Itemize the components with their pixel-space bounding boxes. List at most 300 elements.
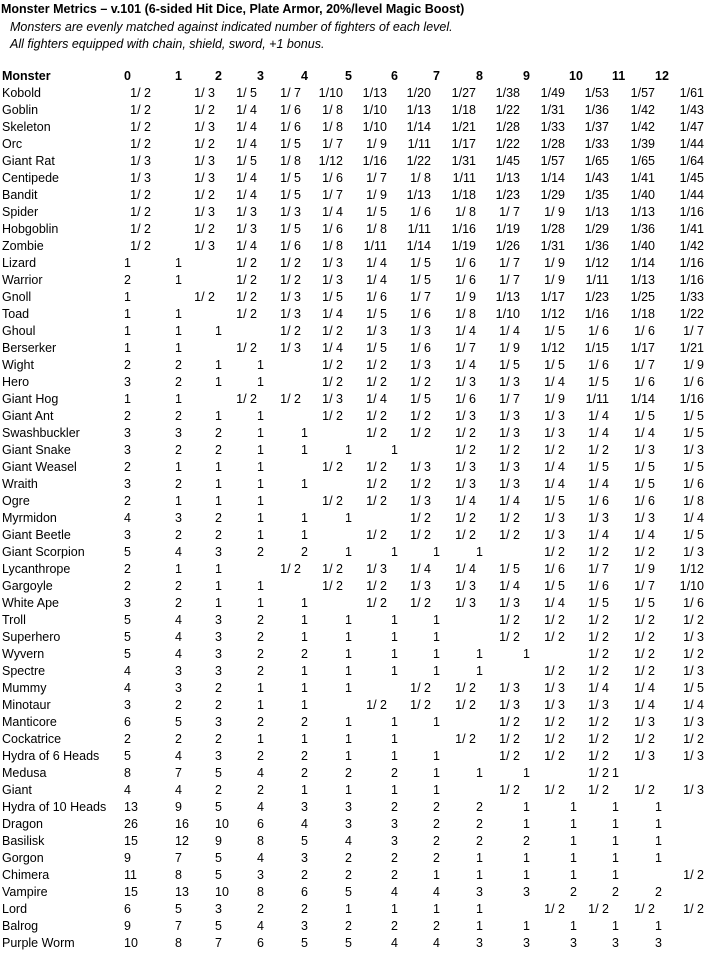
matchup-cell: [610, 612, 655, 629]
matchup-cell: [257, 306, 301, 323]
matchup-cell: [565, 850, 610, 867]
subtitle-line-1: Monsters are evenly matched against indicated number of fighters of each level.: [10, 20, 453, 34]
matchup-cell: [215, 204, 257, 221]
matchup-cell: [343, 187, 387, 204]
matchup-value: 1/ 5: [280, 137, 301, 151]
header-label: 11: [612, 69, 626, 83]
matchup-cell: [610, 782, 655, 799]
matchup-value: 1/25: [630, 290, 655, 304]
table-row: [0, 816, 705, 833]
matchup-cell: [610, 595, 655, 612]
matchup-cell: [343, 221, 387, 238]
matchup-cell: [565, 238, 610, 255]
matchup-cell: [610, 221, 655, 238]
matchup-value: 3: [523, 885, 530, 899]
matchup-value: 1: [301, 698, 308, 712]
matchup-cell: [122, 238, 173, 255]
matchup-value: 1/10: [495, 307, 520, 321]
matchup-cell: [343, 136, 387, 153]
matchup-value: 1/ 2: [366, 494, 387, 508]
matchup-value: 2: [175, 358, 182, 372]
matchup-value: 3: [301, 800, 308, 814]
matchup-cell: [215, 629, 257, 646]
matchup-value: 5: [301, 936, 308, 950]
matchup-cell: [655, 357, 705, 374]
matchup-value: 1: [476, 919, 483, 933]
matchup-cell: [173, 544, 215, 561]
matchup-value: 1/ 2: [499, 511, 520, 525]
matchup-value: 1/23: [495, 188, 520, 202]
matchup-cell: [122, 833, 173, 850]
matchup-value: 1/20: [406, 86, 431, 100]
matchup-value: 1: [523, 851, 530, 865]
matchup-value: 1/ 4: [455, 358, 476, 372]
matchup-value: 2: [476, 817, 483, 831]
matchup-value: 2: [257, 715, 264, 729]
monster-name: Giant: [2, 783, 32, 797]
matchup-value: 3: [124, 443, 131, 457]
matchup-cell: [301, 170, 343, 187]
matchup-cell: [301, 85, 343, 102]
matchup-cell: [476, 782, 521, 799]
matchup-value: 1/ 2: [236, 307, 257, 321]
matchup-value: 1/11: [585, 392, 609, 406]
matchup-value: 9: [124, 851, 131, 865]
matchup-cell: [610, 510, 655, 527]
matchup-value: 1: [124, 324, 131, 338]
table-row: [0, 884, 705, 901]
matchup-value: 1/ 3: [544, 698, 565, 712]
matchup-value: 1: [301, 511, 308, 525]
table-row: [0, 527, 705, 544]
matchup-value: 4: [391, 885, 398, 899]
matchup-cell: [476, 119, 521, 136]
matchup-cell: [301, 697, 343, 714]
matchup-cell: [257, 697, 301, 714]
matchup-value: 4: [124, 783, 131, 797]
matchup-cell: [431, 782, 476, 799]
table-row: [0, 187, 705, 204]
matchup-cell: [301, 221, 343, 238]
matchup-value: 1/ 7: [499, 256, 520, 270]
matchup-cell: [610, 442, 655, 459]
table-row: [0, 136, 705, 153]
matchup-cell: [431, 901, 476, 918]
matchup-cell: [655, 408, 705, 425]
matchup-cell: [655, 187, 705, 204]
matchup-cell: [122, 867, 173, 884]
matchup-value: 1/10: [362, 120, 387, 134]
matchup-value: 3: [612, 936, 619, 950]
monster-name: Superhero: [2, 630, 61, 644]
matchup-value: 1/ 8: [322, 239, 343, 253]
matchup-value: 1/ 2: [322, 562, 343, 576]
matchup-cell: [215, 663, 257, 680]
monster-name: Hobgoblin: [2, 222, 59, 236]
matchup-value: 2: [301, 902, 308, 916]
matchup-value: 1/ 4: [544, 460, 565, 474]
header-label: 12: [655, 69, 669, 83]
matchup-cell: [610, 255, 655, 272]
matchup-value: 1/ 2: [366, 596, 387, 610]
matchup-value: 1/ 2: [194, 137, 215, 151]
matchup-value: 1/ 3: [236, 222, 257, 236]
matchup-cell: [476, 255, 521, 272]
matchup-value: 1/ 2: [322, 324, 343, 338]
matchup-value: 1/ 2: [410, 528, 431, 542]
matchup-value: 3: [391, 817, 398, 831]
matchup-cell: [387, 765, 431, 782]
monster-name: Myrmidon: [2, 511, 57, 525]
table-row: [0, 323, 705, 340]
matchup-cell: [476, 340, 521, 357]
matchup-cell: [565, 493, 610, 510]
matchup-value: 1: [433, 613, 440, 627]
matchup-value: 1/ 2: [366, 460, 387, 474]
matchup-cell: [387, 527, 431, 544]
matchup-value: 1/12: [540, 307, 565, 321]
matchup-value: 1/ 3: [455, 409, 476, 423]
matchup-cell: [301, 204, 343, 221]
matchup-cell: [387, 221, 431, 238]
matchup-cell: [301, 272, 343, 289]
matchup-value: 1/ 2: [634, 545, 655, 559]
matchup-value: 12: [175, 834, 189, 848]
matchup-value: 1: [655, 834, 662, 848]
matchup-value: 1/65: [630, 154, 655, 168]
matchup-cell: [215, 918, 257, 935]
matchup-cell: [387, 170, 431, 187]
matchup-cell: [655, 680, 705, 697]
matchup-cell: [655, 272, 705, 289]
matchup-value: 26: [124, 817, 138, 831]
matchup-cell: [257, 459, 301, 476]
matchup-value: 1/ 6: [544, 562, 565, 576]
matchup-value: 1: [345, 681, 352, 695]
matchup-cell: [122, 204, 173, 221]
matchup-cell: [521, 459, 565, 476]
matchup-cell: [301, 918, 343, 935]
matchup-value: 1/22: [406, 154, 431, 168]
matchup-cell: [122, 595, 173, 612]
matchup-value: 1/ 5: [544, 579, 565, 593]
matchup-cell: [215, 765, 257, 782]
matchup-value: 1: [257, 358, 264, 372]
matchup-cell: [476, 136, 521, 153]
matchup-cell: [565, 918, 610, 935]
matchup-value: 1: [257, 426, 264, 440]
matchup-cell: [521, 153, 565, 170]
matchup-cell: [565, 663, 610, 680]
matchup-value: 2: [391, 851, 398, 865]
matchup-cell: [215, 306, 257, 323]
matchup-value: 1: [612, 800, 619, 814]
matchup-cell: [655, 663, 705, 680]
matchup-value: 5: [124, 613, 131, 627]
matchup-value: 1/ 2: [544, 613, 565, 627]
matchup-value: 9: [124, 919, 131, 933]
matchup-cell: [343, 391, 387, 408]
matchup-cell: [122, 935, 173, 952]
matchup-value: 1/ 8: [322, 120, 343, 134]
matchup-value: 5: [215, 766, 222, 780]
matchup-value: 1: [523, 817, 530, 831]
matchup-value: 1: [301, 630, 308, 644]
matchup-cell: [431, 527, 476, 544]
matchup-value: 1: [175, 460, 182, 474]
matchup-value: 1: [175, 324, 182, 338]
matchup-cell: [257, 578, 301, 595]
matchup-cell: [215, 459, 257, 476]
matchup-cell: [431, 544, 476, 561]
matchup-cell: [173, 272, 215, 289]
table-body: [0, 85, 705, 952]
matchup-cell: [565, 884, 610, 901]
matchup-cell: [476, 918, 521, 935]
matchup-value: 1/ 8: [410, 171, 431, 185]
matchup-value: 1: [476, 647, 483, 661]
matchup-value: 1/12: [318, 154, 343, 168]
matchup-value: 1/ 6: [634, 324, 655, 338]
matchup-cell: [301, 850, 343, 867]
matchup-value: 3: [476, 885, 483, 899]
matchup-cell: [301, 425, 343, 442]
matchup-cell: [173, 816, 215, 833]
matchup-cell: [215, 595, 257, 612]
matchup-cell: [343, 408, 387, 425]
matchup-value: 1: [433, 647, 440, 661]
matchup-cell: [301, 595, 343, 612]
matchup-cell: [387, 323, 431, 340]
matchup-cell: [476, 816, 521, 833]
matchup-cell: [655, 629, 705, 646]
matchup-cell: [215, 697, 257, 714]
matchup-value: 1/ 3: [194, 239, 215, 253]
matchup-cell: [215, 714, 257, 731]
matchup-value: 1/ 4: [544, 375, 565, 389]
matchup-cell: [476, 272, 521, 289]
matchup-cell: [655, 204, 705, 221]
matchup-value: 1/ 4: [634, 681, 655, 695]
matchup-value: 2: [257, 613, 264, 627]
matchup-cell: [215, 476, 257, 493]
matchup-cell: [173, 612, 215, 629]
matchup-cell: [521, 102, 565, 119]
matchup-value: 3: [257, 868, 264, 882]
monster-name: White Ape: [2, 596, 59, 610]
matchup-value: 2: [301, 766, 308, 780]
matchup-cell: [655, 544, 705, 561]
matchup-value: 1/ 8: [455, 205, 476, 219]
matchup-cell: [521, 595, 565, 612]
matchup-value: 1/17: [630, 341, 655, 355]
matchup-value: 1/ 5: [588, 460, 609, 474]
matchup-cell: [431, 765, 476, 782]
matchup-value: 1/ 4: [499, 494, 520, 508]
matchup-value: 8: [175, 936, 182, 950]
matchup-cell: [476, 442, 521, 459]
matchup-cell: [215, 374, 257, 391]
matchup-cell: [173, 527, 215, 544]
matchup-cell: [565, 408, 610, 425]
matchup-cell: [565, 833, 610, 850]
matchup-value: 1/11: [407, 137, 431, 151]
matchup-cell: [257, 357, 301, 374]
matchup-value: 1/ 7: [322, 137, 343, 151]
matchup-cell: [343, 595, 387, 612]
matchup-value: 1/ 2: [194, 290, 215, 304]
matchup-value: 1: [345, 732, 352, 746]
matchup-cell: [521, 238, 565, 255]
matchup-cell: [387, 272, 431, 289]
matchup-cell: [257, 187, 301, 204]
matchup-value: 1/21: [451, 120, 476, 134]
matchup-value: 1/43: [679, 103, 704, 117]
matchup-value: 1/ 3: [322, 392, 343, 406]
matchup-cell: [257, 731, 301, 748]
table-row: [0, 374, 705, 391]
matchup-cell: [476, 374, 521, 391]
matchup-cell: [301, 357, 343, 374]
matchup-value: 2: [124, 579, 131, 593]
matchup-cell: [565, 85, 610, 102]
matchup-cell: [387, 340, 431, 357]
matchup-cell: [521, 816, 565, 833]
matchup-cell: [257, 867, 301, 884]
matchup-cell: [343, 272, 387, 289]
matchup-value: 1/ 4: [366, 392, 387, 406]
matchup-cell: [257, 901, 301, 918]
matchup-value: 1/ 7: [683, 324, 704, 338]
matchup-value: 7: [215, 936, 222, 950]
header-label: 0: [124, 69, 131, 83]
matchup-cell: [387, 850, 431, 867]
matchup-value: 1/40: [630, 188, 655, 202]
matchup-value: 4: [301, 817, 308, 831]
matchup-cell: [431, 476, 476, 493]
matchup-cell: [122, 442, 173, 459]
matchup-value: 1: [175, 307, 182, 321]
matchup-cell: [476, 459, 521, 476]
matchup-value: 1/ 2: [410, 477, 431, 491]
matchup-cell: [476, 901, 521, 918]
matchup-value: 1: [124, 290, 131, 304]
matchup-value: 1/35: [584, 188, 609, 202]
matchup-value: 1/ 2: [544, 664, 565, 678]
matchup-value: 1/ 2: [130, 137, 151, 151]
matchup-cell: [476, 187, 521, 204]
matchup-cell: [610, 833, 655, 850]
matchup-value: 1/ 7: [366, 171, 387, 185]
matchup-cell: [431, 935, 476, 952]
matchup-cell: [122, 765, 173, 782]
matchup-cell: [655, 850, 705, 867]
matchup-value: 1: [345, 545, 352, 559]
header-label: 5: [345, 69, 352, 83]
matchup-cell: [476, 391, 521, 408]
matchup-value: 1/ 8: [322, 103, 343, 117]
matchup-cell: [215, 391, 257, 408]
matchup-value: 2: [124, 460, 131, 474]
matchup-cell: [565, 374, 610, 391]
matchup-value: 1/38: [495, 86, 520, 100]
matchup-cell: [173, 595, 215, 612]
matchup-cell: [476, 612, 521, 629]
matchup-cell: [343, 816, 387, 833]
matchup-cell: [521, 289, 565, 306]
matchup-value: 1/ 3: [280, 341, 301, 355]
matchup-value: 1/ 2: [634, 902, 655, 916]
monster-name: Giant Beetle: [2, 528, 71, 542]
matchup-value: 1/ 6: [322, 222, 343, 236]
matchup-cell: [301, 748, 343, 765]
matchup-cell: [521, 493, 565, 510]
matchup-value: 3: [301, 851, 308, 865]
matchup-value: 2: [124, 358, 131, 372]
matchup-value: 1: [345, 647, 352, 661]
matchup-value: 1/ 3: [499, 477, 520, 491]
matchup-cell: [343, 510, 387, 527]
header-label: 8: [476, 69, 483, 83]
matchup-cell: [431, 748, 476, 765]
header-level-10: [565, 68, 610, 85]
matchup-value: 3: [391, 834, 398, 848]
matchup-value: 1/ 3: [455, 375, 476, 389]
matchup-value: 1/33: [679, 290, 704, 304]
matchup-cell: [655, 799, 705, 816]
matchup-value: 1/ 3: [499, 426, 520, 440]
matchup-cell: [431, 731, 476, 748]
matchup-cell: [610, 901, 655, 918]
table-row: [0, 102, 705, 119]
matchup-cell: [173, 255, 215, 272]
matchup-cell: [387, 357, 431, 374]
matchup-cell: [431, 884, 476, 901]
matchup-cell: [257, 629, 301, 646]
matchup-cell: [257, 935, 301, 952]
matchup-value: 1: [433, 766, 440, 780]
matchup-cell: [257, 136, 301, 153]
matchup-cell: [521, 663, 565, 680]
matchup-cell: [431, 646, 476, 663]
matchup-value: 1/ 2: [455, 698, 476, 712]
matchup-value: 1/ 2: [322, 494, 343, 508]
matchup-value: 1/ 2: [194, 188, 215, 202]
matchup-cell: [173, 85, 215, 102]
matchup-cell: [610, 765, 655, 782]
matchup-value: 1/28: [540, 137, 565, 151]
header-label: 7: [433, 69, 440, 83]
matchup-cell: [610, 289, 655, 306]
matchup-cell: [476, 867, 521, 884]
matchup-cell: [387, 935, 431, 952]
matchup-value: 1/ 6: [280, 103, 301, 117]
matchup-value: 1: [433, 783, 440, 797]
matchup-cell: [521, 204, 565, 221]
table-row: [0, 680, 705, 697]
matchup-cell: [301, 408, 343, 425]
matchup-value: 1/ 4: [455, 324, 476, 338]
matchup-value: 1/ 2: [130, 222, 151, 236]
matchup-cell: [122, 646, 173, 663]
matchup-cell: [343, 918, 387, 935]
matchup-cell: [387, 510, 431, 527]
matchup-cell: [610, 544, 655, 561]
matchup-cell: [122, 799, 173, 816]
matchup-value: 1: [570, 919, 577, 933]
matchup-cell: [431, 612, 476, 629]
matchup-value: 1: [476, 902, 483, 916]
